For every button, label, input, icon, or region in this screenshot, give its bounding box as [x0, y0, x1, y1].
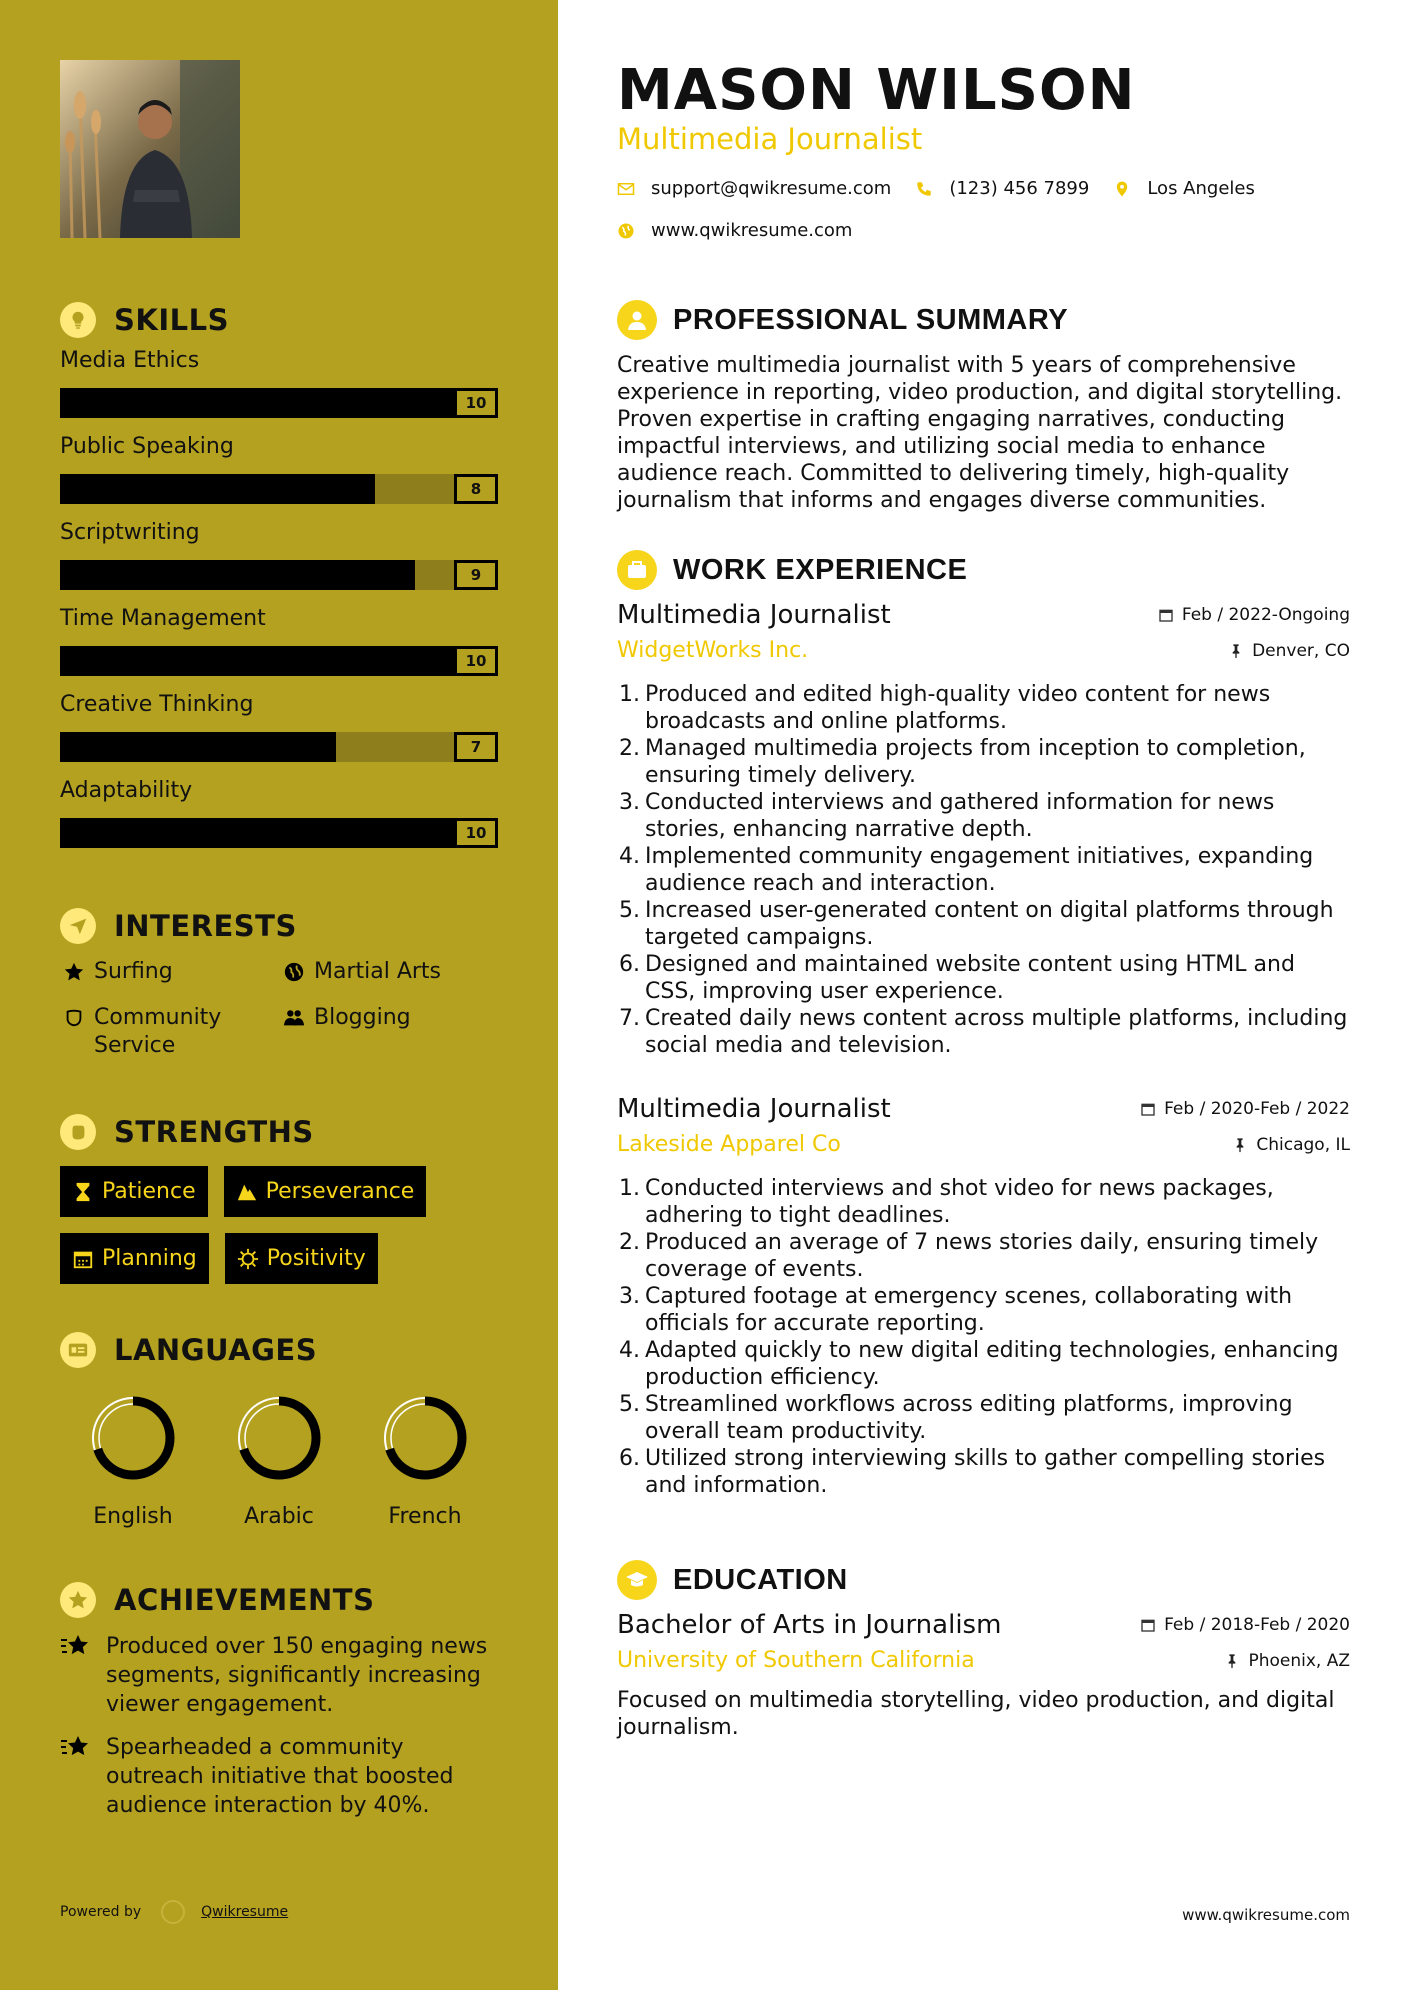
skill-score: 9 — [454, 560, 498, 590]
skill-item — [60, 432, 500, 504]
skills-section — [60, 298, 500, 848]
strength-label: Positivity — [266, 1246, 366, 1271]
skill-bar — [60, 732, 498, 762]
job-entry — [617, 600, 1350, 1059]
education-description: Focused on multimedia storytelling, video production, and digital journalism. — [617, 1688, 1335, 1740]
skill-bar-fill — [60, 560, 415, 590]
strength-tag — [60, 1166, 208, 1217]
skill-name: Scriptwriting — [60, 520, 200, 545]
envelope-icon — [617, 180, 635, 198]
contact-website[interactable] — [617, 220, 852, 241]
candidate-title: Multimedia Journalist — [617, 122, 923, 156]
language-item — [206, 1390, 352, 1529]
sidebar — [0, 0, 558, 1990]
strength-label: Perseverance — [265, 1179, 415, 1204]
skill-name: Public Speaking — [60, 434, 234, 459]
paper-plane-icon — [60, 908, 96, 944]
skill-item — [60, 604, 500, 676]
user-icon — [617, 300, 657, 340]
mountain-icon — [236, 1181, 258, 1203]
language-name: Arabic — [244, 1504, 314, 1529]
interests-header — [60, 904, 500, 948]
skill-bar-fill — [60, 474, 375, 504]
strength-label: Planning — [102, 1246, 197, 1271]
users-icon — [280, 1004, 308, 1032]
skills-title: SKILLS — [114, 303, 229, 337]
education-date-text: Feb / 2018-Feb / 2020 — [1164, 1615, 1350, 1635]
job-date-text: Feb / 2020-Feb / 2022 — [1164, 1099, 1350, 1119]
interest-label: Blogging — [314, 1005, 411, 1030]
job-bullet: Managed multimedia projects from inception to completion, ensuring timely delivery. — [645, 736, 1306, 788]
job-date-text: Feb / 2022-Ongoing — [1181, 605, 1350, 625]
strength-tag — [60, 1233, 209, 1284]
education-location — [1224, 1651, 1350, 1671]
powered-link[interactable]: Qwikresume — [201, 1904, 289, 1920]
achievement-item — [60, 1632, 500, 1719]
website-text: www.qwikresume.com — [651, 220, 853, 241]
achievement-text: Produced over 150 engaging news segments, significantly increasing viewer engagement. — [106, 1634, 488, 1717]
job-bullet: Conducted interviews and shot video for news packages, adhering to tight deadlines. — [645, 1176, 1274, 1228]
footer-website[interactable]: www.qwikresume.com — [1182, 1906, 1350, 1924]
school-name: University of Southern California — [617, 1648, 975, 1673]
skill-name: Time Management — [60, 606, 266, 631]
achievements-header — [60, 1578, 500, 1622]
skill-bar-fill — [60, 646, 454, 676]
id-card-icon — [60, 1332, 96, 1368]
achievement-text: Spearheaded a community outreach initiative that boosted audience interaction by 40%. — [106, 1735, 454, 1818]
education-date — [1140, 1615, 1350, 1635]
shooting-star-icon — [60, 1733, 92, 1761]
skill-bar-fill — [60, 388, 454, 418]
strengths-list — [60, 1166, 480, 1284]
experience-title: WORK EXPERIENCE — [673, 553, 968, 586]
job-bullet: Increased user-generated content on digital platforms through targeted campaigns. — [645, 898, 1334, 950]
achievement-item — [60, 1733, 500, 1820]
location-text: Los Angeles — [1147, 178, 1255, 199]
skill-score: 10 — [454, 818, 498, 848]
interest-label: Surfing — [94, 959, 173, 984]
job-bullets — [617, 1175, 1350, 1499]
skill-bar — [60, 474, 498, 504]
sun-icon — [237, 1248, 259, 1270]
job-entry — [617, 1094, 1350, 1499]
job-bullet: Adapted quickly to new digital editing technologies, enhancing production efficiency. — [645, 1338, 1339, 1390]
job-bullet: Produced and edited high-quality video content for news broadcasts and online platforms. — [645, 682, 1271, 734]
pushpin-icon — [1232, 1137, 1248, 1153]
interests-section — [60, 904, 500, 1060]
education-title: EDUCATION — [673, 1563, 848, 1596]
job-location-text: Denver, CO — [1252, 640, 1350, 661]
language-item — [60, 1390, 206, 1529]
qwikresume-logo-icon — [161, 1900, 185, 1924]
summary-header — [617, 300, 1068, 340]
contact-phone[interactable] — [915, 178, 1089, 199]
language-level-ring — [377, 1390, 473, 1486]
skill-bar — [60, 388, 498, 418]
briefcase-icon — [617, 550, 657, 590]
interest-label: Martial Arts — [314, 959, 442, 984]
language-item — [352, 1390, 498, 1529]
skill-bar — [60, 646, 498, 676]
calendar-icon — [1140, 1617, 1156, 1633]
strengths-header — [60, 1110, 500, 1154]
graduation-cap-icon — [617, 1560, 657, 1600]
strengths-section — [60, 1110, 500, 1284]
job-bullet: Designed and maintained website content using HTML and CSS, improving user experience. — [645, 952, 1295, 1004]
languages-header — [60, 1328, 500, 1372]
powered-label: Powered by — [60, 1904, 142, 1920]
skill-bar-fill — [60, 818, 454, 848]
skill-item — [60, 776, 500, 848]
language-level-ring — [231, 1390, 327, 1486]
hand-icon — [60, 1004, 88, 1032]
job-bullets — [617, 681, 1350, 1059]
map-pin-icon — [1113, 180, 1131, 198]
skill-name: Adaptability — [60, 778, 193, 803]
job-location-text: Chicago, IL — [1256, 1134, 1350, 1155]
skill-item — [60, 518, 500, 590]
interests-title: INTERESTS — [114, 909, 297, 943]
job-bullet: Implemented community engagement initiatives, expanding audience reach and interaction. — [645, 844, 1314, 896]
education-location-text: Phoenix, AZ — [1248, 1650, 1350, 1671]
language-name: English — [93, 1504, 173, 1529]
pushpin-icon — [1228, 643, 1244, 659]
calendar-icon — [1140, 1101, 1156, 1117]
calendar-icon — [72, 1248, 94, 1270]
education-header — [617, 1560, 848, 1600]
skill-score: 10 — [454, 646, 498, 676]
job-bullet: Streamlined workflows across editing platforms, improving overall team productivity. — [645, 1392, 1293, 1444]
calendar-icon — [1158, 607, 1174, 623]
interest-item — [60, 958, 280, 986]
phone-icon — [915, 180, 933, 198]
experience-header — [617, 550, 967, 590]
skill-name: Media Ethics — [60, 348, 200, 373]
shooting-star-icon — [60, 1632, 92, 1660]
skill-score: 7 — [454, 732, 498, 762]
strength-tag — [225, 1233, 378, 1284]
lightbulb-icon — [60, 302, 96, 338]
powered-by — [60, 1900, 288, 1924]
skill-bar-fill — [60, 732, 336, 762]
skill-item — [60, 346, 500, 418]
interest-item — [280, 1004, 500, 1060]
language-level-ring — [85, 1390, 181, 1486]
job-location — [1228, 641, 1350, 661]
contact-email[interactable] — [617, 178, 891, 199]
achievements-title: ACHIEVEMENTS — [114, 1583, 375, 1617]
star-badge-icon — [60, 1582, 96, 1618]
profile-photo — [60, 60, 240, 238]
strengths-title: STRENGTHS — [114, 1115, 314, 1149]
achievements-section — [60, 1578, 500, 1820]
interest-label: Community Service — [94, 1005, 222, 1058]
job-company: Lakeside Apparel Co — [617, 1132, 841, 1157]
skill-item — [60, 690, 500, 762]
job-title: Multimedia Journalist — [617, 600, 891, 630]
interests-list — [60, 958, 500, 1060]
summary-title: PROFESSIONAL SUMMARY — [673, 303, 1069, 336]
contact-row — [617, 178, 1279, 199]
job-title: Multimedia Journalist — [617, 1094, 891, 1124]
education-entry — [617, 1610, 1350, 1741]
contact-location — [1113, 178, 1255, 199]
job-bullet: Captured footage at emergency scenes, collaborating with officials for accurate reporting. — [645, 1284, 1293, 1336]
skill-name: Creative Thinking — [60, 692, 254, 717]
skill-bar — [60, 818, 498, 848]
phone-text: (123) 456 7899 — [949, 178, 1090, 199]
language-name: French — [388, 1504, 462, 1529]
job-date — [1140, 1099, 1350, 1119]
degree-title: Bachelor of Arts in Journalism — [617, 1610, 1002, 1640]
profile-photo-image — [60, 60, 240, 238]
skill-score: 10 — [454, 388, 498, 418]
languages-list — [60, 1390, 500, 1529]
skill-score: 8 — [454, 474, 498, 504]
job-bullet: Created daily news content across multiple platforms, including social media and television. — [645, 1006, 1348, 1058]
skill-bar — [60, 560, 498, 590]
email-text: support@qwikresume.com — [651, 178, 892, 199]
skills-header — [60, 298, 500, 342]
languages-section — [60, 1328, 500, 1529]
candidate-name: MASON WILSON — [617, 58, 1136, 123]
job-date — [1158, 605, 1350, 625]
job-bullet: Conducted interviews and gathered information for news stories, enhancing narrative depth. — [645, 790, 1275, 842]
interest-item — [60, 1004, 280, 1060]
job-location — [1232, 1135, 1350, 1155]
job-bullet: Utilized strong interviewing skills to gather compelling stories and information. — [645, 1446, 1326, 1498]
globe-icon — [617, 222, 635, 240]
job-bullet: Produced an average of 7 news stories daily, ensuring timely coverage of events. — [645, 1230, 1319, 1282]
star-icon — [60, 958, 88, 986]
strength-label: Patience — [102, 1179, 196, 1204]
interest-item — [280, 958, 500, 986]
strength-tag — [224, 1166, 427, 1217]
hourglass-icon — [72, 1181, 94, 1203]
fist-icon — [60, 1114, 96, 1150]
summary-text: Creative multimedia journalist with 5 years of comprehensive experience in reporting, video production, and digital storytelling. Proven expertise in crafting engaging narratives, conducting impactful interviews, and utilizing social media to enhance audience reach. Committed to delivering timely, high-quality journalism that informs and engages diverse communities. — [617, 353, 1343, 513]
languages-title: LANGUAGES — [114, 1333, 318, 1367]
pushpin-icon — [1224, 1653, 1240, 1669]
job-company: WidgetWorks Inc. — [617, 638, 809, 663]
globe-icon — [280, 958, 308, 986]
